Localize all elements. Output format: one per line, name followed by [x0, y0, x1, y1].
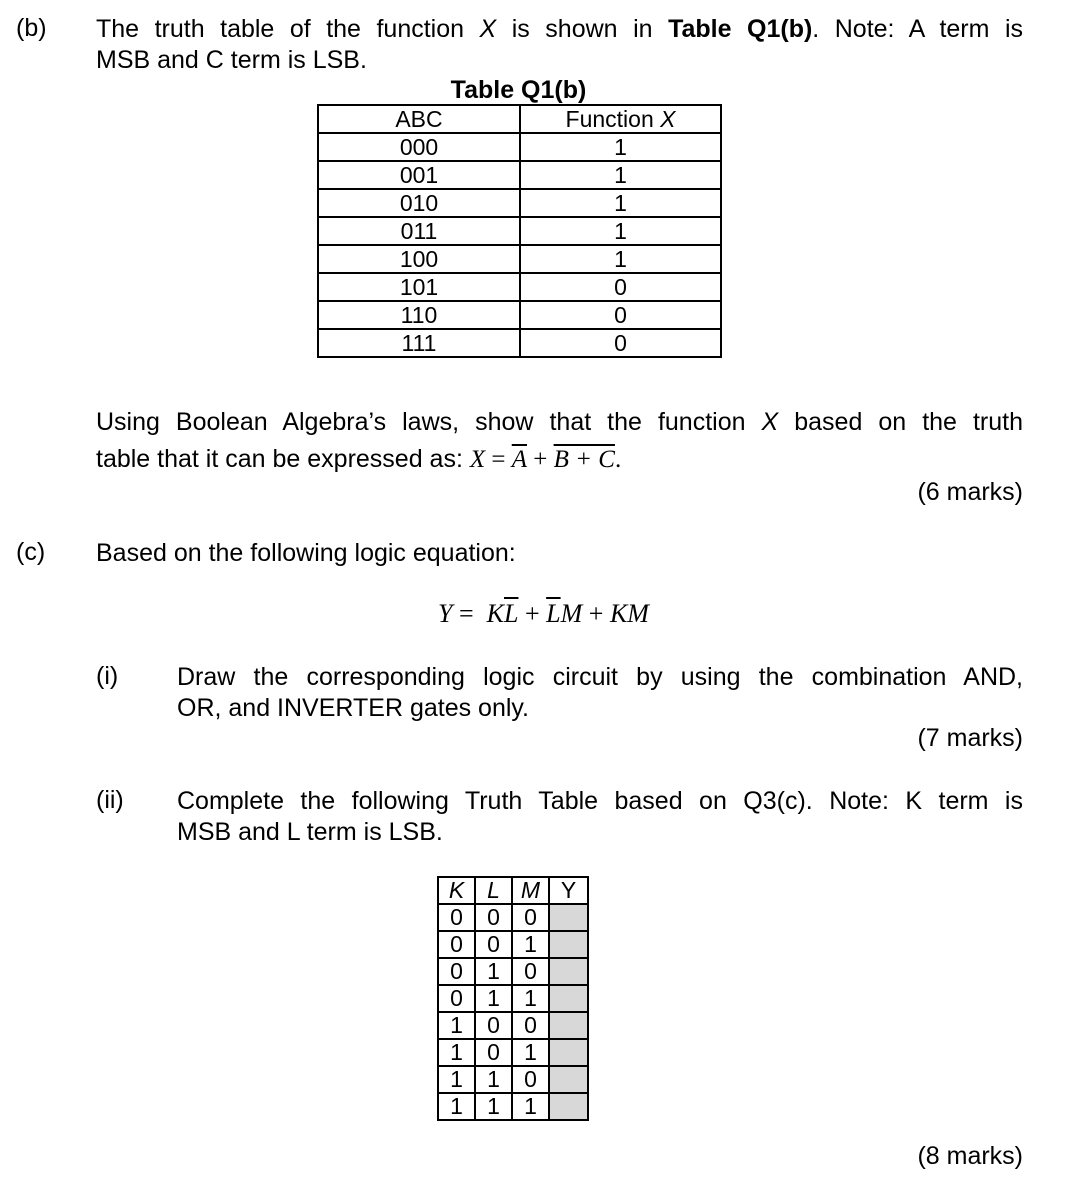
table-row	[438, 904, 588, 931]
header-l: L	[475, 877, 512, 904]
sub-ii-label: (ii)	[96, 786, 124, 814]
eq-equals: =	[452, 599, 487, 628]
table-q1b-title: Table Q1(b)	[450, 76, 587, 104]
table-header-row	[318, 105, 721, 133]
abc-cell: 001	[318, 161, 520, 189]
abc-cell: 000	[318, 133, 520, 161]
table-row	[438, 1039, 588, 1066]
sub-i-line1: Draw the corresponding logic circuit by using the combination AND,	[177, 663, 1023, 691]
table-row	[318, 133, 721, 161]
m-cell: 1	[512, 985, 549, 1012]
intro-text-3: . Note: A term is	[812, 15, 1024, 43]
part-b-intro-line1	[96, 14, 1023, 45]
abc-cell: 010	[318, 189, 520, 217]
abc-cell: 110	[318, 301, 520, 329]
k-cell: 0	[438, 958, 475, 985]
x-cell: 0	[520, 273, 721, 301]
y-answer-cell[interactable]	[549, 904, 588, 931]
table-row	[318, 273, 721, 301]
x-cell: 1	[520, 161, 721, 189]
part-b-label: (b)	[16, 14, 47, 42]
y-answer-cell[interactable]	[549, 1066, 588, 1093]
sub-i-label: (i)	[96, 662, 119, 690]
l-cell: 0	[475, 931, 512, 958]
abc-cell: 111	[318, 329, 520, 357]
intro-table-ref: Table Q1(b)	[668, 15, 813, 43]
table-row	[318, 161, 721, 189]
y-answer-cell[interactable]	[549, 1039, 588, 1066]
part-b-question-line2	[96, 444, 621, 475]
table-row	[318, 329, 721, 357]
table-row	[438, 1093, 588, 1120]
l-cell: 0	[475, 1039, 512, 1066]
part-c-intro: Based on the following logic equation:	[96, 539, 516, 567]
question-text-3: table that it can be expressed as:	[96, 445, 470, 473]
eq-t3-km: KM	[609, 599, 649, 628]
expr-end: .	[614, 446, 622, 473]
k-cell: 0	[438, 985, 475, 1012]
l-cell: 1	[475, 958, 512, 985]
table-q1b	[317, 104, 722, 358]
sub-ii-line2: MSB and L term is LSB.	[177, 818, 443, 846]
truth-table-klm	[437, 876, 589, 1121]
intro-var-x: X	[479, 15, 497, 43]
sub-i-line2: OR, and INVERTER gates only.	[177, 694, 530, 722]
k-cell: 1	[438, 1039, 475, 1066]
sub-ii-line1: Complete the following Truth Table based on Q3(c). Note: K term is	[177, 787, 1023, 815]
k-cell: 1	[438, 1066, 475, 1093]
m-cell: 1	[512, 931, 549, 958]
header-abc: ABC	[318, 105, 520, 133]
eq-plus-2: +	[582, 599, 610, 628]
k-cell: 1	[438, 1093, 475, 1120]
l-cell: 0	[475, 904, 512, 931]
eq-t2-lbar: $\overline{L}$	[546, 599, 561, 628]
abc-cell: 101	[318, 273, 520, 301]
x-cell: 1	[520, 133, 721, 161]
logic-equation	[438, 598, 649, 629]
y-answer-cell[interactable]	[549, 931, 588, 958]
eq-t1-lbar: $\overline{L}$	[503, 599, 519, 628]
header-function-x	[520, 105, 721, 133]
m-cell: 0	[512, 1066, 549, 1093]
k-cell: 1	[438, 1012, 475, 1039]
m-cell: 1	[512, 1039, 549, 1066]
header-k: K	[438, 877, 475, 904]
expr-a-bar: $\overline{A}$	[511, 446, 528, 473]
eq-plus-1: +	[518, 599, 547, 628]
table-row	[318, 301, 721, 329]
table-row	[438, 985, 588, 1012]
table-row	[438, 958, 588, 985]
header-function-var: X	[660, 106, 676, 132]
header-y: Y	[549, 877, 588, 904]
x-cell: 1	[520, 245, 721, 273]
y-answer-cell[interactable]	[549, 958, 588, 985]
expr-bc-bar: B + C	[553, 446, 615, 473]
k-cell: 0	[438, 931, 475, 958]
x-cell: 1	[520, 189, 721, 217]
question-text-1: Using Boolean Algebra’s laws, show that the function	[96, 408, 762, 436]
expr-lhs: X	[469, 446, 486, 473]
abc-cell: 100	[318, 245, 520, 273]
table-row	[318, 245, 721, 273]
expr-eq: =	[485, 446, 512, 473]
header-m: M	[512, 877, 549, 904]
abc-cell: 011	[318, 217, 520, 245]
l-cell: 0	[475, 1012, 512, 1039]
sub-ii-marks: (8 marks)	[917, 1142, 1023, 1170]
part-b-question-line1	[96, 407, 1023, 438]
m-cell: 0	[512, 904, 549, 931]
l-cell: 1	[475, 985, 512, 1012]
m-cell: 0	[512, 958, 549, 985]
k-cell: 0	[438, 904, 475, 931]
part-b-intro-line2: MSB and C term is LSB.	[96, 46, 367, 74]
x-cell: 0	[520, 329, 721, 357]
part-c-label: (c)	[16, 538, 46, 566]
intro-text-1: The truth table of the function	[96, 15, 480, 43]
y-answer-cell[interactable]	[549, 985, 588, 1012]
intro-text-2: is shown in	[496, 15, 669, 43]
m-cell: 1	[512, 1093, 549, 1120]
table-row	[318, 189, 721, 217]
m-cell: 0	[512, 1012, 549, 1039]
question-var-x: X	[761, 408, 779, 436]
expr-plus: +	[527, 446, 554, 473]
table-row	[438, 1012, 588, 1039]
x-cell: 1	[520, 217, 721, 245]
table-header-row	[438, 877, 588, 904]
l-cell: 1	[475, 1093, 512, 1120]
eq-t2-m: M	[560, 599, 583, 628]
sub-i-marks: (7 marks)	[917, 724, 1023, 752]
eq-lhs: Y	[438, 599, 453, 628]
part-b-marks: (6 marks)	[917, 478, 1023, 506]
y-answer-cell[interactable]	[549, 1093, 588, 1120]
eq-t1-k: K	[486, 599, 504, 628]
table-row	[438, 1066, 588, 1093]
table-row	[438, 931, 588, 958]
l-cell: 1	[475, 1066, 512, 1093]
question-text-2: based on the truth	[778, 408, 1023, 436]
x-cell: 0	[520, 301, 721, 329]
boolean-expression	[470, 446, 621, 473]
header-function-text: Function	[565, 106, 661, 132]
y-answer-cell[interactable]	[549, 1012, 588, 1039]
table-row	[318, 217, 721, 245]
